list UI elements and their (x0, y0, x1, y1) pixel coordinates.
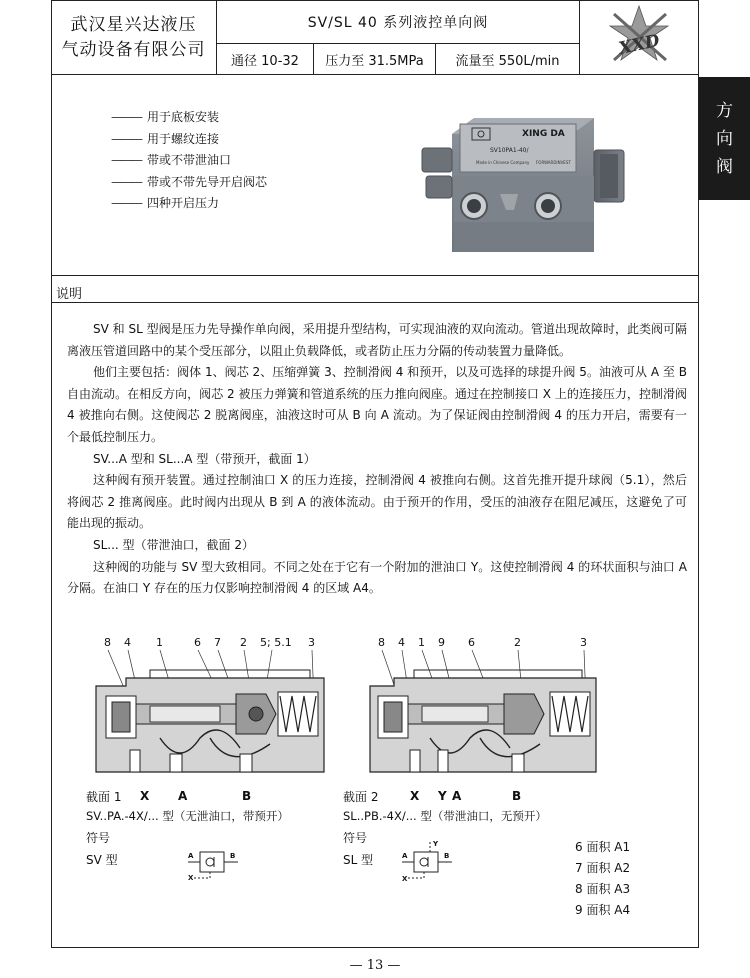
callout-6: 6 (194, 636, 201, 649)
callout-4: 4 (124, 636, 131, 649)
feature-item: ——— 用于底板安装 (111, 107, 267, 129)
page-header (51, 0, 699, 75)
callout-7: 7 (214, 636, 221, 649)
plate-model: SV10PA1-40/ (490, 147, 529, 154)
spec-bar (217, 44, 579, 75)
spec-size: 通径 10-32 (217, 44, 314, 75)
sym-port-y: Y (433, 840, 439, 848)
sym-port-b: B (230, 852, 236, 860)
company-line-1: 武汉星兴达液压 (70, 14, 197, 35)
section-1-diagram (90, 632, 340, 806)
paragraph: 这种阀的功能与 SV 型大致相同。不同之处在于它有一个附加的泄油口 Y。这使控制滑阀 4 的环状面积与油口 A 分隔。在油口 Y 存在的压力仅影响控制滑阀 4 的区域 A4。 (67, 559, 687, 596)
section-2-title: 截面 2 (343, 790, 379, 804)
paragraph: 这种阀有预开装置。通过控制油口 X 的压力连接，控制滑阀 4 被推向右侧。这首先推开提升球阀（5.1），然后将阀芯 2 推离阀座。此时阀内出现从 B 到 A 的液体流动。由于预开的作用，受压的油液存在阻尼减压，这避免了可能出现的振动。 (67, 473, 687, 531)
product-photo (414, 110, 630, 270)
callout-8: 8 (104, 636, 111, 649)
section-1-model: SV..PA.-4X/... 型（无泄油口，带预开） (86, 809, 289, 823)
callout-8: 8 (378, 636, 385, 649)
feature-item: ——— 四种开启压力 (111, 193, 267, 215)
callout-1: 1 (418, 636, 425, 649)
section-2-diagram (364, 632, 614, 806)
spec-pressure: 压力至 31.5MPa (314, 44, 436, 75)
callout-2: 2 (514, 636, 521, 649)
callout-1: 1 (156, 636, 163, 649)
document-title: SV/SL 40 系列液控单向阀 (217, 0, 579, 44)
section-1-title: 截面 1 (86, 790, 122, 804)
sym-port-a: A (188, 852, 194, 860)
callout-3: 3 (308, 636, 315, 649)
plate-made-in: Made in Chinese Company (476, 160, 530, 165)
port-b: B (512, 789, 522, 802)
tab-char: 方 (716, 100, 733, 121)
area-a1: 6 面积 A1 (575, 840, 631, 854)
spec-flow: 流量至 550L/min (455, 54, 560, 69)
section-1-symbol-label: 符号 (86, 831, 111, 845)
paragraph: SV...A 型和 SL...A 型（带预开，截面 1） (93, 451, 316, 466)
sym-port-a: A (402, 852, 408, 860)
logo-text: XXD (617, 30, 662, 60)
company-logo (579, 0, 699, 75)
page-number: — 13 — (349, 958, 401, 973)
port-a: A (452, 789, 462, 802)
description-text (67, 319, 687, 600)
tab-char: 阀 (716, 156, 733, 177)
sym-port-x: X (188, 874, 194, 882)
port-b: B (242, 789, 252, 802)
sl-symbol (400, 838, 456, 888)
sym-port-b: B (444, 852, 450, 860)
company-name (51, 0, 217, 75)
section-2-symbol-label: 符号 (343, 831, 368, 845)
paragraph: SV 和 SL 型阀是压力先导操作单向阀，采用提升型结构，可实现油液的双向流动。管道出现故障时，此类阀可隔离液压管道回路中的某个受压部分，以阻止负载降低，或者防止压力分隔的传动装置力量降低。 (67, 322, 687, 358)
divider (51, 275, 699, 276)
port-y: Y (438, 789, 447, 802)
sym-port-x: X (402, 875, 408, 883)
paragraph: SL... 型（带泄油口，截面 2） (93, 537, 255, 552)
callout-9: 9 (438, 636, 445, 649)
section-tab-directional-valves[interactable] (699, 77, 750, 200)
divider (51, 302, 699, 303)
port-x: X (140, 789, 150, 802)
paragraph: 他们主要包括：阀体 1、阀芯 2、压缩弹簧 3、控制滑阀 4 和预开，以及可选择的球提升阀 5。油液可从 A 至 B 自由流动。在相反方向，阀芯 2 被压力弹簧和管道系统的压力推向阀座。通过在控制接口 X 上的连接压力，控制滑阀 4 被推向右侧。这使阀芯 2 脱离阀座，油液这时可从 B 向 A 流动。为了保证阀由控制滑阀 4 的压力开启，需要有一个最低控制压力。 (67, 365, 687, 444)
callout-3: 3 (580, 636, 587, 649)
feature-item: ——— 带或不带先导开启阀芯 (111, 172, 267, 194)
callout-2: 2 (240, 636, 247, 649)
feature-list (111, 107, 267, 215)
callout-4: 4 (398, 636, 405, 649)
area-a3: 8 面积 A3 (575, 882, 631, 896)
plate-brand: XING DA (522, 129, 565, 139)
area-a4: 9 面积 A4 (575, 903, 631, 917)
callout-5: 5; 5.1 (260, 636, 292, 649)
feature-item: ——— 用于螺纹连接 (111, 129, 267, 151)
feature-item: ——— 带或不带泄油口 (111, 150, 267, 172)
callout-6: 6 (468, 636, 475, 649)
section-label: 说明 (56, 287, 83, 302)
company-line-2: 气动设备有限公司 (61, 39, 206, 60)
tab-char: 向 (716, 128, 733, 149)
sv-symbol (186, 846, 242, 886)
section-2-type-label: SL 型 (343, 853, 374, 867)
port-a: A (178, 789, 188, 802)
section-2-model: SL..PB.-4X/... 型（带泄油口，无预开） (343, 809, 547, 823)
port-x: X (410, 789, 420, 802)
area-a2: 7 面积 A2 (575, 861, 631, 875)
section-1-type-label: SV 型 (86, 853, 118, 867)
plate-code: FORWARDINVEST (536, 160, 571, 165)
